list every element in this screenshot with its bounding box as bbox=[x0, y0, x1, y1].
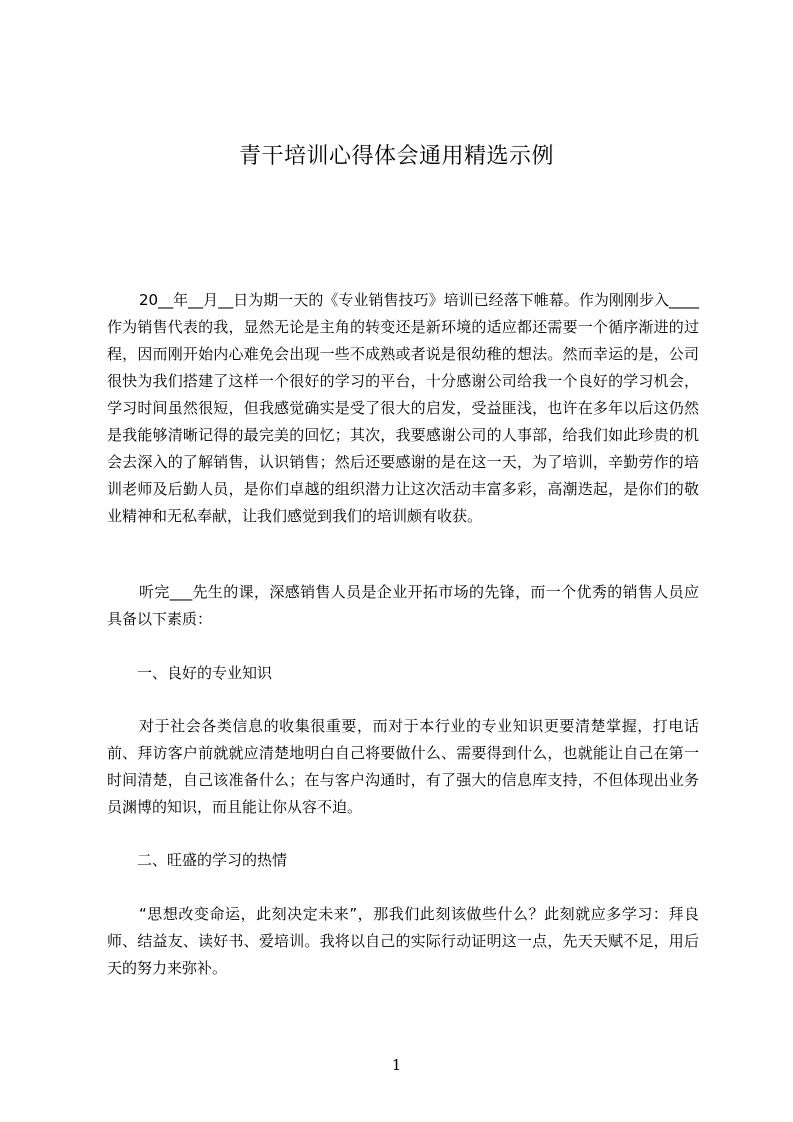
section-heading-knowledge: 一、良好的专业知识 bbox=[137, 664, 273, 682]
section-heading-learning: 二、旺盛的学习的热情 bbox=[137, 851, 288, 869]
paragraph-learning: “思想改变命运，此刻决定未来”，那我们此刻该做些什么？此刻就应多学习：拜良师、结益友、读好书、爱培训。我将以自己的实际行动证明这一点，先天天赋不足，用后天的努力来弥补。 bbox=[107, 905, 699, 977]
paragraph-knowledge: 对于社会各类信息的收集很重要，而对于本行业的专业知识更要清楚掌握，打电话前、拜访客户前就就应清楚地明白自己将要做什么、需要得到什么，也就能让自己在第一时间清楚，自己该准备什么；在与客户沟通时，有了强大的信息库支持，不但体现出业务员渊博的知识，而且能让你从容不迫。 bbox=[107, 717, 699, 816]
paragraph-intro: 20__年__月__日为期一天的《专业销售技巧》培训已经落下帷幕。作为刚刚步入____作为销售代表的我，显然无论是主角的转变还是新环境的适应都还需要一个循序渐进的过程，因而刚开始内心难免会出现一些不成熟或者说是很幼稚的想法。然而幸运的是，公司很快为我们搭建了这样一个很好的学习的平台，十分感谢公司给我一个良好的学习机会，学习时间虽然很短，但我感觉确实是受了很大的启发，受益匪浅，也许在多年以后这仍然是我能够清晰记得的最完美的回忆；其次，我要感谢公司的人事部，给我们如此珍贵的机会去深入的了解销售，认识销售；然后还要感谢的是在这一天，为了培训，辛勤劳作的培训老师及后勤人员，是你们卓越的组织潜力让这次活动丰富多彩，高潮迭起，是你们的敬业精神和无私奉献，让我们感觉到我们的培训颇有收获。 bbox=[107, 291, 699, 525]
page-number: 1 bbox=[391, 1056, 402, 1074]
paragraph-lecture: 听完___先生的课，深感销售人员是企业开拓市场的先锋，而一个优秀的销售人员应具备以下素质： bbox=[107, 583, 699, 628]
document-title: 青干培训心得体会通用精选示例 bbox=[238, 144, 554, 169]
